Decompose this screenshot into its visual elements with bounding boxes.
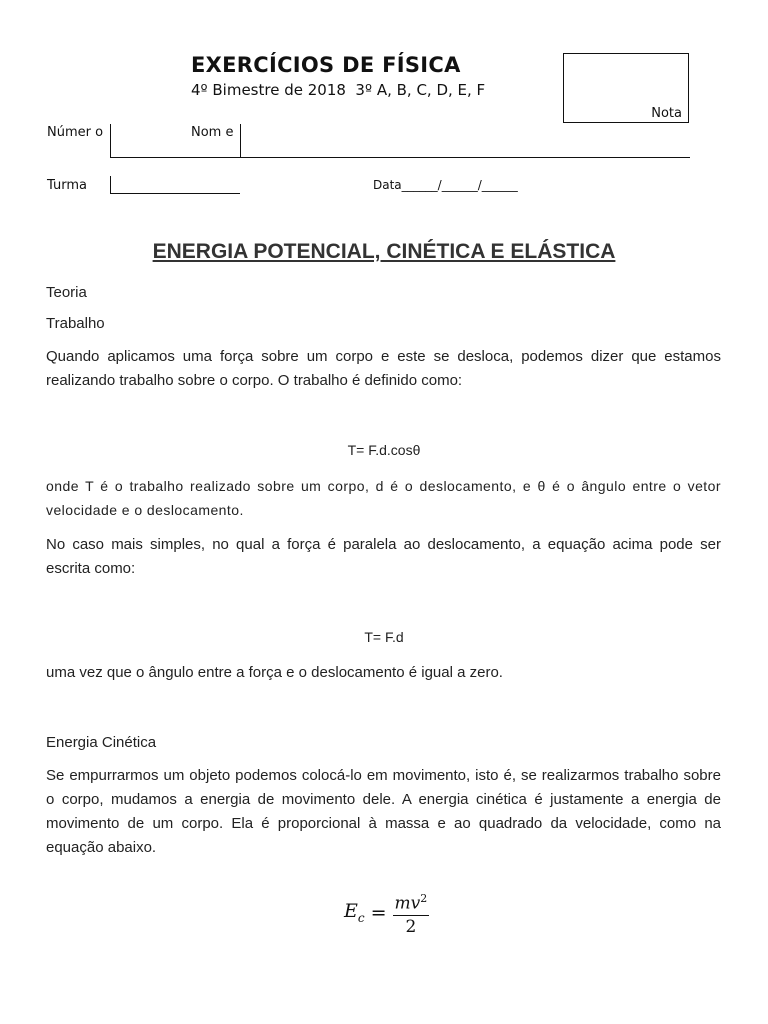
section-trabalho: Trabalho <box>46 315 105 332</box>
formula-denominator: 2 <box>405 916 417 937</box>
turma-field-line[interactable] <box>110 193 240 194</box>
turma-label: Turma <box>47 178 87 193</box>
formula-equals: = <box>370 901 387 924</box>
formula-lhs: $E_c$ <box>344 900 365 926</box>
numero-label: Númer o <box>47 125 104 140</box>
paragraph-simple-case: No caso mais simples, no qual a força é paralela ao deslocamento, a equação acima pode ser escrita como: <box>46 536 721 577</box>
page-title: ENERGIA POTENCIAL, CINÉTICA E ELÁSTICA <box>152 240 616 263</box>
grade-box <box>563 53 689 123</box>
nome-divider <box>240 124 241 158</box>
paragraph-trabalho-definition: Quando aplicamos uma força sobre um corpo e este se desloca, podemos dizer que estamos realizando trabalho sobre o corpo. O trabalho é definido como: <box>46 348 721 389</box>
equation-work-cos: T= F.d.cosθ <box>347 442 421 458</box>
exam-title: EXERCÍCIOS DE FÍSICA <box>191 53 461 77</box>
equation-work-simple: T= F.d <box>364 629 404 645</box>
grade-label: Nota <box>651 106 682 121</box>
nome-label: Nom e <box>191 125 234 140</box>
paragraph-work-variables: onde T é o trabalho realizado sobre um corpo, d é o deslocamento, e θ é o ângulo entre o vetor velocidade e o deslocamento. <box>46 478 721 518</box>
date-field[interactable]: Data______/______/______ <box>373 178 518 192</box>
formula-numerator: $mv^2$ <box>393 888 430 916</box>
formula-fraction <box>393 888 430 938</box>
section-teoria: Teoria <box>46 284 87 301</box>
name-number-field-line[interactable] <box>110 157 690 158</box>
paragraph-kinetic-energy: Se empurrarmos um objeto podemos colocá-lo em movimento, isto é, se realizarmos trabalho sobre o corpo, mudamos a energia de movimento dele. A energia cinética é justamente a energia de movimento de um corpo. Ela é proporcional à massa e ao quadrado da velocidade, como na equação abaixo. <box>46 767 721 856</box>
exam-subtitle: 4º Bimestre de 2018 3º A, B, C, D, E, F <box>191 81 486 99</box>
turma-divider <box>110 176 111 194</box>
section-energia-cinetica: Energia Cinética <box>46 734 157 751</box>
paragraph-angle-zero: uma vez que o ângulo entre a força e o deslocamento é igual a zero. <box>46 664 503 681</box>
numero-divider <box>110 124 111 158</box>
kinetic-energy-formula <box>344 888 429 938</box>
